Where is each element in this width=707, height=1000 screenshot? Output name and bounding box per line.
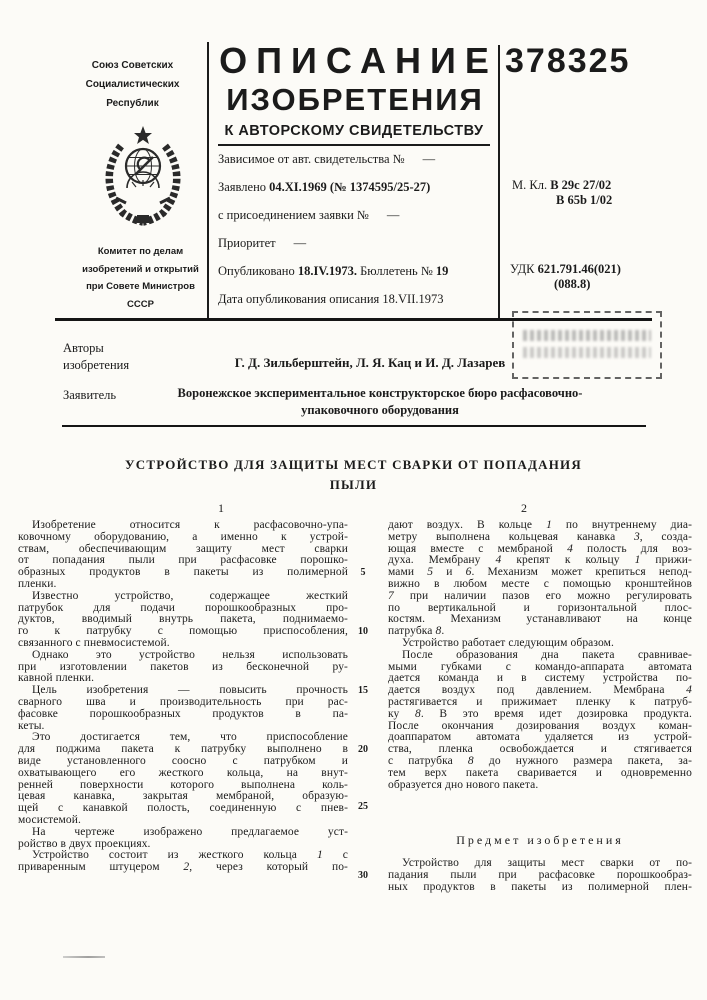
text-line: Цель изобретения — повысить прочность	[32, 684, 348, 697]
bib-field-description-date	[218, 292, 444, 307]
udk-classification	[510, 262, 621, 292]
text-line: цевая канавка, закрытая мембраной, образую-	[18, 790, 348, 803]
bib-field-filed	[218, 180, 430, 195]
vertical-divider-right	[498, 45, 500, 320]
text-line: при изготовлении пакетов из бесконечной ру-	[18, 660, 348, 673]
series-title-line1: ОПИСАНИЕ	[219, 40, 498, 81]
text-line: Воронежское экспериментальное конструкторское бюро расфасовочно-	[177, 386, 583, 400]
text-line: Республик	[106, 98, 159, 109]
text-segment: 621.791.46(021)	[537, 262, 621, 276]
text-line: сварного шва и производительность при рас-	[18, 695, 348, 708]
series-title	[210, 40, 498, 140]
text-segment: В 29с 27/02	[550, 178, 612, 192]
text-segment: УДК	[510, 262, 538, 276]
applicant-label: Заявитель	[63, 388, 117, 402]
mkl-classification	[512, 178, 612, 208]
text-line: УСТРОЙСТВО ДЛЯ ЗАЩИТЫ МЕСТ СВАРКИ ОТ ПОПАДАНИЯ	[125, 457, 582, 472]
text-line: падания пыли при расфасовке порошкообраз-	[388, 868, 692, 881]
text-line: ковочному оборудованию, а именно к устрой-	[18, 530, 348, 543]
text-line: связанного с пневмосистемой.	[18, 636, 170, 649]
text-line: ку 8. В это время идет дозировка продукта.	[388, 707, 692, 720]
body-column-2	[388, 520, 692, 791]
text-line: 7 при наличии пазов его можно регулировать	[388, 589, 692, 602]
line-number: 5	[360, 567, 366, 578]
bib-field-published	[218, 264, 448, 279]
text-line: щей с канавкой полость, соединенную с пнев-	[18, 802, 348, 815]
union-name	[40, 56, 225, 113]
text-segment: —	[422, 152, 436, 166]
text-line: Устройство работает следующим образом.	[402, 636, 614, 649]
text-line: изобретений и открытий	[82, 263, 199, 275]
bib-field-joined-application	[218, 208, 399, 223]
text-line: дают воздух. В кольце 1 по внутреннему диа-	[388, 519, 693, 531]
line-number: 15	[358, 685, 368, 696]
text-line: упаковочного оборудования	[301, 403, 459, 417]
subtitle-underline	[218, 144, 490, 146]
applicant-names	[115, 385, 645, 419]
text-line: костям. Механизм устанавливают на конце	[388, 613, 692, 626]
text-line: от попадания пыли при расфасовке порошко-	[18, 554, 348, 567]
authors-section-rule	[62, 425, 646, 427]
text-line: Социалистических	[85, 79, 180, 90]
text-line: ренней поверхности которого выполнена коль-	[18, 778, 348, 791]
text-segment: 18.IV.1973.	[297, 264, 357, 278]
text-line: После окончания дозирования воздух коман-	[388, 719, 692, 732]
body-column-2-tail	[388, 858, 692, 893]
text-segment: Бюллетень №	[356, 264, 436, 278]
line-number: 20	[358, 744, 368, 755]
text-line: ющая вместе с мембраной 4 полость для воз-	[388, 542, 692, 555]
mkl-line2	[512, 193, 612, 208]
line-number: 10	[358, 626, 368, 637]
bib-field-priority	[218, 236, 306, 251]
text-line: пленки.	[18, 577, 57, 590]
text-line: мыми губками с командо-аппарата автомата	[388, 660, 692, 673]
authors-names: Г. Д. Зильберштейн, Л. Я. Кац и И. Д. Лазарев	[234, 355, 506, 370]
text-line: охватывающего его жесткого кольца, на внут-	[18, 766, 348, 779]
text-line: тем верх пакета сваривается и одновременно	[388, 766, 692, 779]
text-line: Однако это устройство нельзя использовать	[32, 648, 348, 661]
text-line: ства, пленка освобождается и стягивается	[388, 743, 692, 756]
column-number-1: 1	[218, 501, 224, 515]
text-line: доаппаратом автомата удаляется из устрой-	[388, 731, 692, 744]
text-line: кавной пленки.	[18, 672, 95, 685]
text-line: дуктов, вводимый внутрь пакета, поднимаемо-	[18, 613, 348, 626]
text-line: вижно в любом месте с помощью кронштейнов	[388, 577, 692, 590]
text-line: Комитет по делам	[97, 246, 184, 257]
text-line: мосистемой.	[18, 813, 81, 826]
text-line: духа. Мембрану 4 крепят к кольцу 1 прижи-	[388, 554, 692, 567]
text-line: На чертеже изображено предлагаемое уст-	[32, 825, 348, 838]
vertical-divider-left	[207, 42, 209, 320]
text-line: патрубка 8.	[388, 625, 445, 638]
text-line: го к патрубку с помощью приспособления,	[18, 625, 348, 638]
mkl-line1	[512, 178, 612, 193]
text-line: Устройство для защиты мест сварки от по-	[402, 857, 692, 869]
text-line: ных продуктов в пакеты из полимерной плен-	[388, 880, 692, 893]
text-line: После образования дна пакета сравнивае-	[402, 648, 692, 661]
udk-line1	[510, 262, 621, 277]
series-title-line2: ИЗОБРЕТЕНИЯ	[226, 82, 484, 117]
text-line: растягивается и прижимает пленку к патруб-	[388, 695, 692, 708]
invention-title	[40, 455, 667, 495]
text-line: ствам, обеспечивающим защиту мест сварки	[18, 542, 348, 555]
text-line: фасовке порошкообразных продуктов в па-	[18, 707, 348, 720]
text-segment: с присоединением заявки №	[218, 208, 369, 222]
body-column-1	[18, 520, 348, 874]
text-line: для поджима пакета к патрубку выполнено в	[18, 743, 348, 756]
text-segment: Заявлено	[218, 180, 270, 194]
text-line: Авторы	[63, 341, 104, 355]
text-segment: М. Кл.	[512, 178, 551, 192]
text-line: дается воздух под давлением. Мембрана 4	[388, 684, 692, 697]
text-line: при Совете Министров	[86, 281, 195, 292]
text-segment: (088.8)	[554, 277, 591, 291]
text-line: Изобретение относится к расфасовочно-упа-	[32, 519, 348, 531]
authors-label	[63, 340, 129, 374]
line-number: 30	[358, 870, 368, 881]
text-segment: —	[386, 208, 400, 222]
text-line: Это достигается тем, что приспособление	[32, 731, 348, 744]
text-line: патрубок для подачи порошкообразных про-	[18, 601, 348, 614]
line-number: 25	[358, 801, 368, 812]
text-segment: 04.XI.1969 (№ 1374595/25-27)	[269, 180, 431, 194]
text-line: виде установленного соосно с патрубком и	[18, 754, 348, 767]
text-segment: 19	[435, 264, 449, 278]
doc-number: 378325	[505, 42, 631, 80]
claims-heading: Предмет изобретения	[456, 833, 624, 847]
text-line: с патрубка 8 до нужного размера пакета, за-	[388, 754, 692, 767]
text-segment: В 65b 1/02	[556, 193, 613, 207]
text-line: дается команда и в систему устройства по-	[388, 672, 692, 685]
committee-name	[38, 243, 243, 313]
text-line: приваренным штуцером 2, через который по-	[18, 861, 348, 874]
text-line: СССР	[127, 298, 154, 310]
ussr-emblem-icon	[96, 124, 190, 226]
text-line: мами 5 и 6. Механизм может крепиться непод-	[388, 566, 692, 579]
text-line: Союз Советских	[91, 60, 174, 71]
text-segment: —	[293, 236, 307, 250]
print-artifact	[63, 956, 105, 958]
series-subtitle: К АВТОРСКОМУ СВИДЕТЕЛЬСТВУ	[224, 123, 484, 139]
text-line: кеты.	[18, 719, 45, 732]
text-line: метру выполнена кольцевая канавка 3, созда-	[388, 530, 693, 543]
text-line: образуется дно нового пакета.	[388, 778, 539, 791]
text-line: ПЫЛИ	[329, 477, 378, 492]
text-line: ройство в двух проекциях.	[18, 837, 151, 850]
text-line: образных продуктов в пакеты из полимерной	[18, 566, 348, 579]
text-segment: Зависимое от авт. свидетельства №	[218, 152, 405, 166]
text-line: по вертикальной и горизонтальной плос-	[388, 601, 692, 614]
text-segment: Опубликовано	[218, 264, 298, 278]
bib-field-dependent-certificate	[218, 152, 435, 167]
udk-line2	[510, 277, 621, 292]
text-segment: Дата опубликования описания	[218, 292, 383, 306]
text-segment: Приоритет	[218, 236, 276, 250]
column-number-2: 2	[521, 501, 527, 515]
text-line: изобретения	[63, 358, 130, 372]
stamp-smudge	[523, 330, 651, 341]
text-line: Устройство состоит из жесткого кольца 1 с	[32, 849, 348, 862]
text-segment: 18.VII.1973	[382, 292, 444, 306]
text-line: Известно устройство, содержащее жесткий	[32, 589, 348, 602]
